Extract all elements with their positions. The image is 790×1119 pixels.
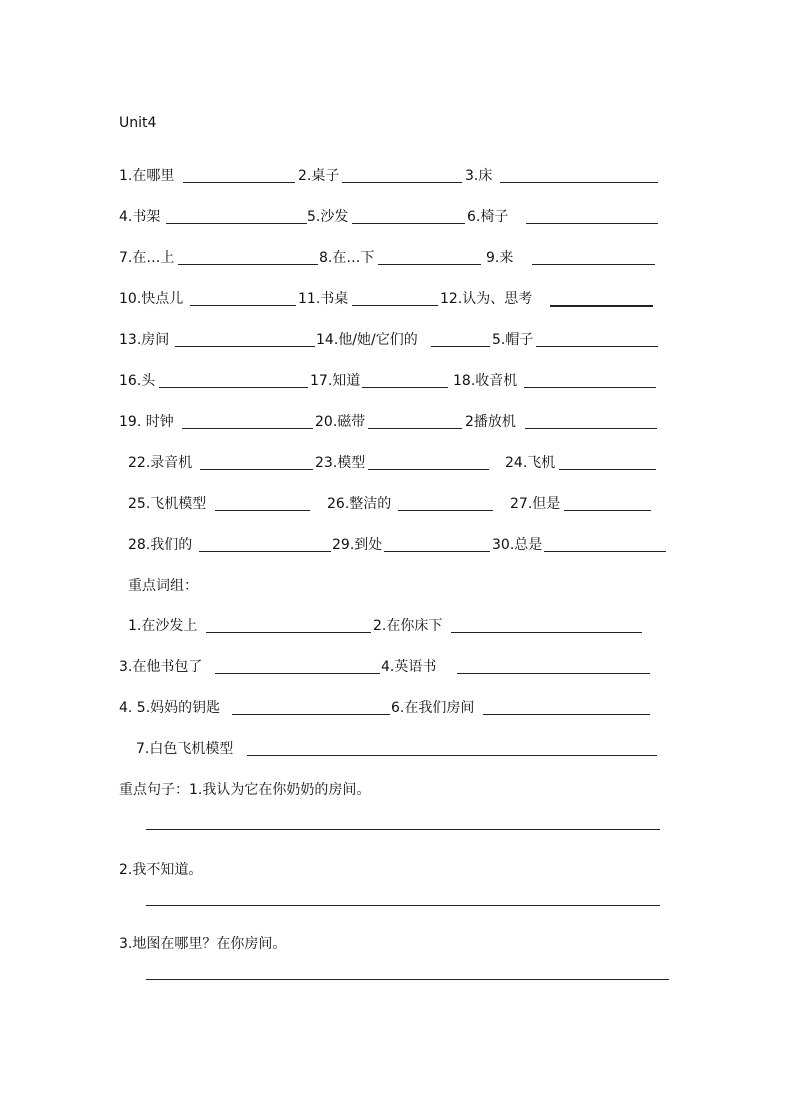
vocab-item: 26.整洁的 [327,496,392,512]
vocab-item: 6.椅子 [467,209,509,225]
sentence-item: 重点句子：1.我认为它在你奶奶的房间。 [119,782,371,798]
answer-blank[interactable] [352,223,465,224]
phrase-item: 2.在你床下 [373,618,443,634]
answer-line[interactable] [146,905,660,906]
answer-blank[interactable] [200,469,313,470]
vocab-item: 17.知道 [310,373,361,389]
answer-blank[interactable] [232,714,390,715]
vocab-item: 8.在…下 [319,250,375,266]
answer-blank[interactable] [368,428,462,429]
phrase-item: 6.在我们房间 [391,700,475,716]
answer-blank[interactable] [525,428,657,429]
vocab-item: 28.我们的 [128,537,193,553]
answer-blank[interactable] [159,387,308,388]
sentence-item: 3.地图在哪里？在你房间。 [119,936,287,952]
vocab-item: 23.模型 [315,455,366,471]
answer-blank[interactable] [532,264,655,265]
answer-blank[interactable] [362,387,448,388]
answer-line[interactable] [146,829,660,830]
vocab-item: 25.飞机模型 [128,496,207,512]
answer-blank[interactable] [342,182,462,183]
answer-blank[interactable] [352,305,438,306]
answer-line[interactable] [146,979,669,980]
answer-blank[interactable] [536,346,658,347]
vocab-item: 4.书架 [119,209,161,225]
unit-title: Unit4 [119,115,157,131]
vocab-item: 19. 时钟 [119,414,174,430]
phrase-item: 4. 5.妈妈的钥匙 [119,700,221,716]
answer-blank[interactable] [247,755,657,756]
vocab-item: 24.飞机 [505,455,556,471]
phrases-heading: 重点词组： [128,578,198,594]
answer-blank[interactable] [199,551,331,552]
answer-blank[interactable] [183,182,295,183]
sentence-item: 2.我不知道。 [119,862,203,878]
answer-blank[interactable] [215,673,380,674]
answer-blank[interactable] [182,428,313,429]
vocab-item: 20.磁带 [315,414,366,430]
vocab-item: 11.书桌 [298,291,349,307]
vocab-item: 27.但是 [510,496,561,512]
vocab-item: 5.沙发 [307,209,349,225]
answer-blank[interactable] [564,510,651,511]
vocab-item: 1.在哪里 [119,168,175,184]
vocab-item: 5.帽子 [492,332,534,348]
answer-blank[interactable] [451,632,642,633]
answer-blank[interactable] [398,510,493,511]
answer-blank[interactable] [215,510,310,511]
phrase-item: 4.英语书 [381,659,437,675]
phrase-item: 1.在沙发上 [128,618,198,634]
phrase-item: 7.白色飞机模型 [136,741,234,757]
answer-blank[interactable] [368,469,489,470]
answer-blank[interactable] [544,551,666,552]
vocab-item: 9.来 [486,250,514,266]
answer-blank[interactable] [175,346,315,347]
vocab-item: 14.他/她/它们的 [316,332,418,348]
vocab-item: 2.桌子 [298,168,340,184]
answer-blank[interactable] [384,551,490,552]
vocab-item: 3.床 [465,168,493,184]
answer-blank[interactable] [526,223,658,224]
answer-blank[interactable] [206,632,371,633]
answer-blank[interactable] [559,469,656,470]
vocab-item: 30.总是 [492,537,543,553]
vocab-item: 2播放机 [465,414,516,430]
vocab-item: 12.认为、思考 [440,291,533,307]
answer-blank[interactable] [431,346,490,347]
vocab-item: 29.到处 [332,537,383,553]
answer-blank[interactable] [500,182,658,183]
answer-blank[interactable] [166,223,307,224]
answer-blank[interactable] [483,714,650,715]
phrase-item: 3.在他书包了 [119,659,203,675]
answer-blank[interactable] [378,264,481,265]
vocab-item: 7.在…上 [119,250,175,266]
vocab-item: 18.收音机 [453,373,518,389]
answer-blank[interactable] [457,673,650,674]
answer-blank[interactable] [524,387,656,388]
vocab-item: 13.房间 [119,332,170,348]
answer-blank[interactable] [550,305,653,307]
vocab-item: 22.录音机 [128,455,193,471]
answer-blank[interactable] [190,305,296,306]
answer-blank[interactable] [178,264,318,265]
vocab-item: 16.头 [119,373,156,389]
vocab-item: 10.快点儿 [119,291,184,307]
